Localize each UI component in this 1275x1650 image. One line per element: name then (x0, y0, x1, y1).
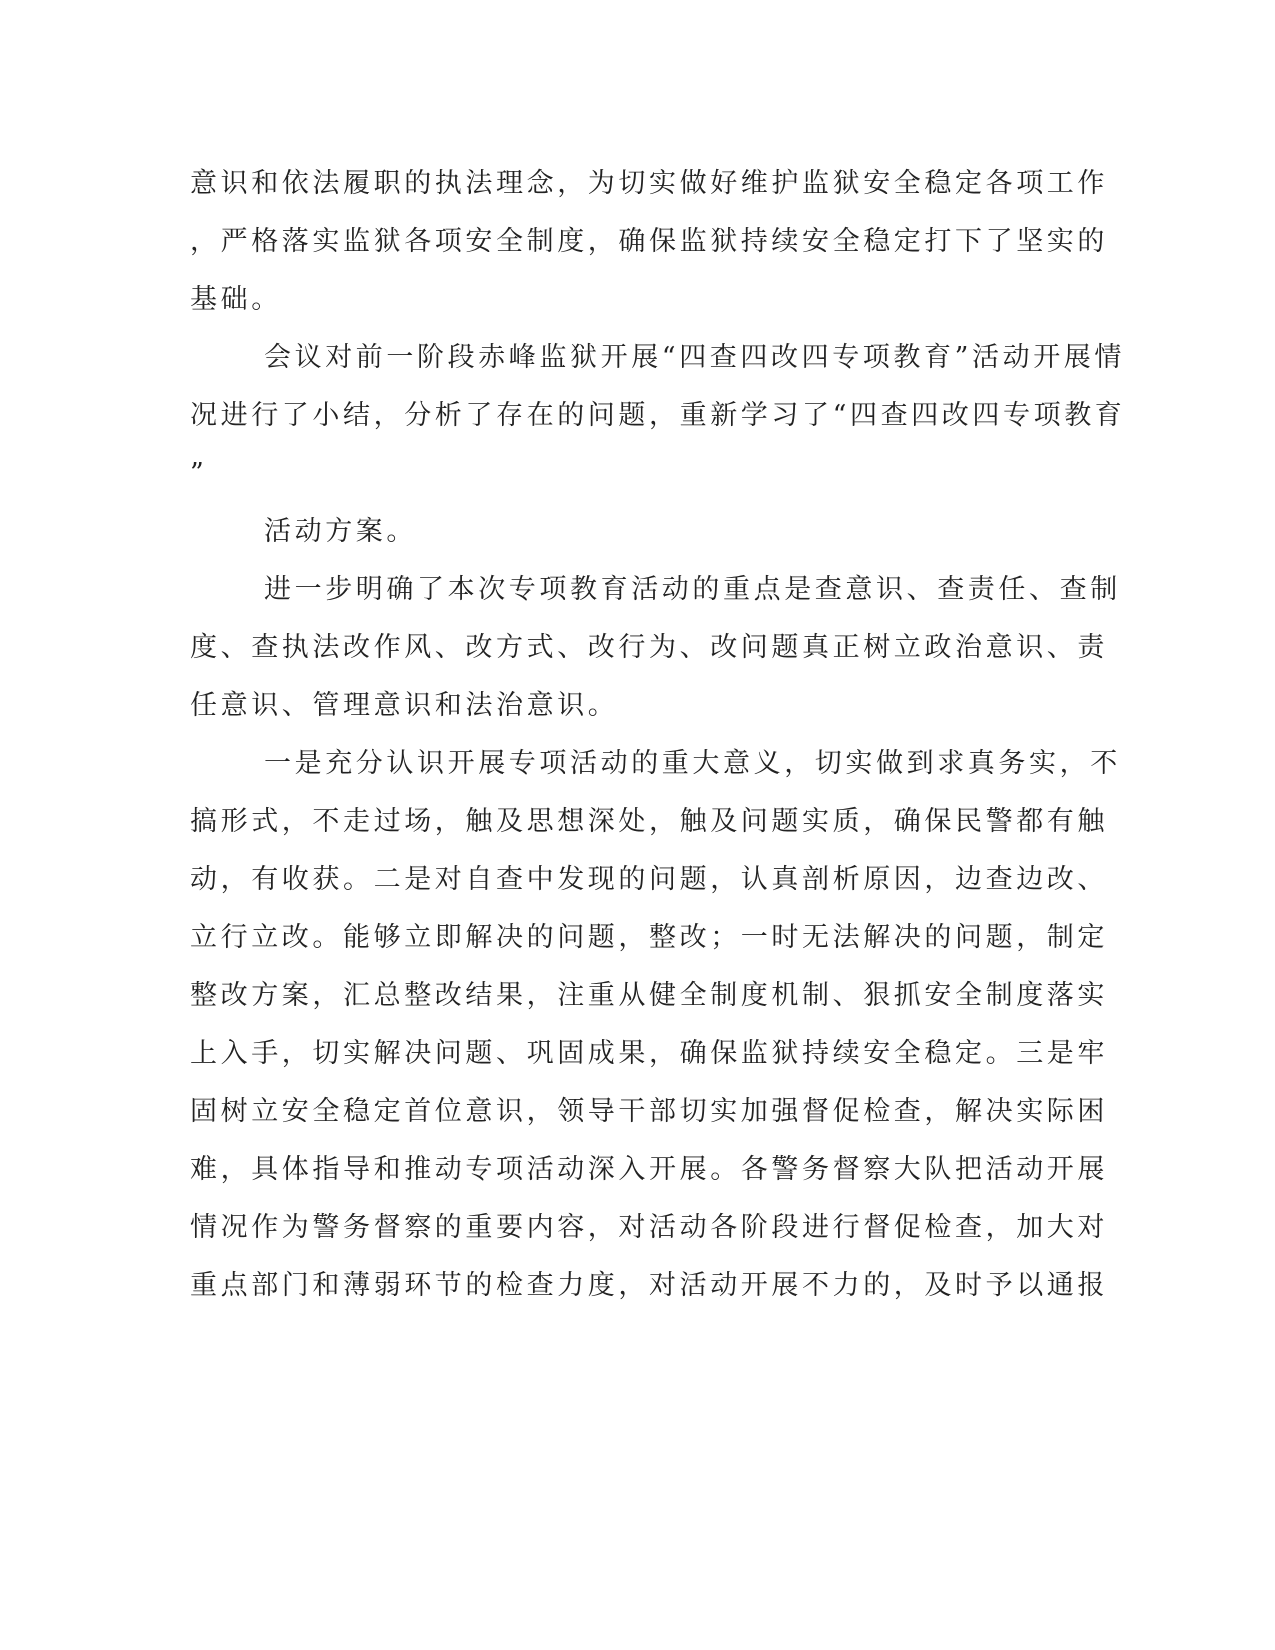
text-line: 立行立改。能够立即解决的问题，整改；一时无法解决的问题，制定 (190, 922, 1108, 953)
body-text (190, 155, 1126, 1315)
text-line: 基础。 (190, 284, 282, 315)
text-line: 情况作为警务督察的重要内容，对活动各阶段进行督促检查，加大对 (190, 1212, 1108, 1243)
text-line: 固树立安全稳定首位意识，领导干部切实加强督促检查，解决实际困 (190, 1096, 1108, 1127)
text-line: 活动方案。 (264, 516, 417, 547)
text-line: 度、查执法改作风、改方式、改行为、改问题真正树立政治意识、责 (190, 632, 1108, 663)
text-line: 难，具体指导和推动专项活动深入开展。各警务督察大队把活动开展 (190, 1154, 1108, 1185)
text-line: 整改方案，汇总整改结果，注重从健全制度机制、狠抓安全制度落实 (190, 980, 1108, 1011)
text-line: ” (190, 458, 208, 489)
text-line: 任意识、管理意识和法治意识。 (190, 690, 619, 721)
text-line: 搞形式，不走过场，触及思想深处，触及问题实质，确保民警都有触 (190, 806, 1108, 837)
text-line: 意识和依法履职的执法理念，为切实做好维护监狱安全稳定各项工作 (190, 168, 1108, 199)
text-line: 动，有收获。二是对自查中发现的问题，认真剖析原因，边查边改、 (190, 864, 1108, 895)
text-line: 上入手，切实解决问题、巩固成果，确保监狱持续安全稳定。三是牢 (190, 1038, 1108, 1069)
text-line: 重点部门和薄弱环节的检查力度，对活动开展不力的，及时予以通报 (190, 1270, 1108, 1301)
paragraph-start-line: 进一步明确了本次专项教育活动的重点是查意识、查责任、查制 (264, 574, 1121, 605)
text-line: 况进行了小结，分析了存在的问题，重新学习了“四查四改四专项教育 (190, 400, 1126, 431)
paragraph-start-line: 会议对前一阶段赤峰监狱开展“四查四改四专项教育”活动开展情 (264, 342, 1126, 373)
text-line: ，严格落实监狱各项安全制度，确保监狱持续安全稳定打下了坚实的 (190, 226, 1108, 257)
paragraph-start-line: 一是充分认识开展专项活动的重大意义，切实做到求真务实，不 (264, 748, 1121, 779)
